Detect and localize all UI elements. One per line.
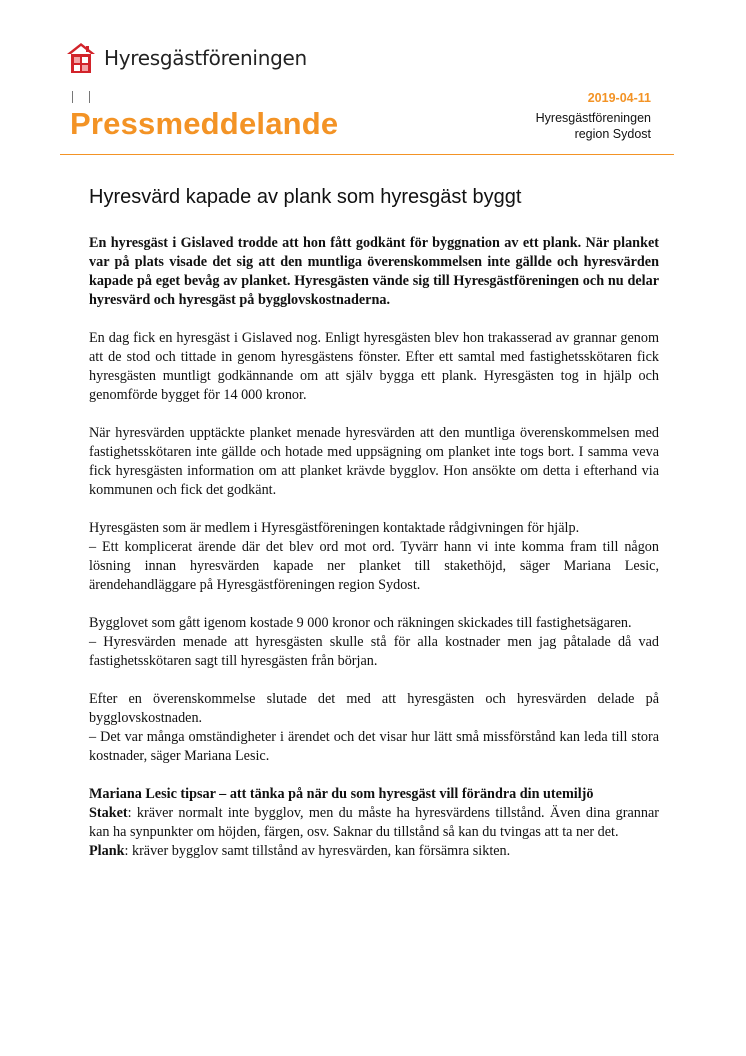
paragraph-4-quote: – Hyresvärden menade att hyresgästen skulle stå för alla kostnader men jag påtalade då vad fastighetsskötaren sagt till hyresgästen från början. — [89, 634, 659, 669]
paragraph-4-intro: Bygglovet som gått igenom kostade 9 000 kronor och räkningen skickades till fastighetsägaren. — [89, 615, 632, 631]
tip-plank-label: Plank — [89, 843, 125, 859]
org-line-1: Hyresgästföreningen — [535, 111, 651, 125]
page-title: Pressmeddelande — [70, 106, 339, 141]
header-divider — [60, 154, 674, 155]
org-line-2: region Sydost — [574, 127, 651, 141]
article-body — [89, 234, 659, 861]
header-marks — [72, 91, 106, 106]
tip-staket-label: Staket — [89, 805, 128, 821]
tips-heading — [89, 785, 659, 804]
paragraph-3-quote: – Ett komplicerat ärende där det blev ord mot ord. Tyvärr hann vi inte komma fram till någon lösning innan hyresvärden kapade ner planket till stakethöjd, säger Mariana Lesic, ärendehandläggare på Hyresgästföreningen region Sydost. — [89, 539, 659, 593]
release-date: 2019-04-11 — [587, 91, 651, 105]
logo-text: Hyresgästföreningen — [104, 46, 307, 70]
tip-staket-text: : kräver normalt inte bygglov, men du måste ha hyresvärdens tillstånd. Även dina grannar kan ha synpunkter om höjden, färgen, osv. Saknar du tillstånd så kan du tvingas att ta ner det. — [89, 805, 659, 840]
paragraph-5-intro: Efter en överenskommelse slutade det med att hyresgästen och hyresvärden delade på bygglovskostnaden. — [89, 691, 659, 726]
paragraph-5-quote: – Det var många omständigheter i ärendet och det visar hur lätt små missförstånd kan leda till stora kostnader, säger Mariana Lesic. — [89, 729, 659, 764]
tip-plank — [89, 842, 659, 861]
tips-heading-text: Mariana Lesic tipsar – att tänka på när du som hyresgäst vill förändra din utemiljö — [89, 786, 594, 802]
paragraph-2: När hyresvärden upptäckte planket menade hyresvärden att den muntliga överenskommelsen med fastighetsskötaren inte gällde och hotade med uppsägning om planket inte togs bort. I samma veva fick hyresgästen information om att planket krävde bygglov. Hon ansökte om detta i efterhand via kommunen och fick det godkänt. — [89, 425, 659, 498]
lead-paragraph: En hyresgäst i Gislaved trodde att hon fått godkänt för byggnation av ett plank. När planket var på plats visade det sig att den muntliga överenskommelsen inte gällde och hyresvärden kapade på eget bevåg av planket. Hyresgästen vände sig till Hyresgästföreningen och nu delar hyresvärd och hyresgäst på bygglovskostnaderna. — [89, 235, 659, 308]
logo — [66, 40, 307, 76]
tip-staket — [89, 804, 659, 842]
paragraph-1: En dag fick en hyresgäst i Gislaved nog. Enligt hyresgästen blev hon trakasserad av grannar genom att de stod och tittade in genom hyresgästens fönster. Efter ett samtal med fastighetsskötaren fick hyresgästen muntligt godkännande om att själv bygga ett plank. Hyresgästen tog in hjälp och genomförde bygget för 14 000 kronor. — [89, 330, 659, 403]
article-headline: Hyresvärd kapade av plank som hyresgäst byggt — [89, 186, 522, 208]
header-meta — [536, 91, 651, 142]
paragraph-3-intro: Hyresgästen som är medlem i Hyresgästföreningen kontaktade rådgivningen för hjälp. — [89, 520, 580, 536]
tip-plank-text: : kräver bygglov samt tillstånd av hyresvärden, kan försämra sikten. — [124, 843, 511, 859]
house-icon — [66, 42, 96, 74]
